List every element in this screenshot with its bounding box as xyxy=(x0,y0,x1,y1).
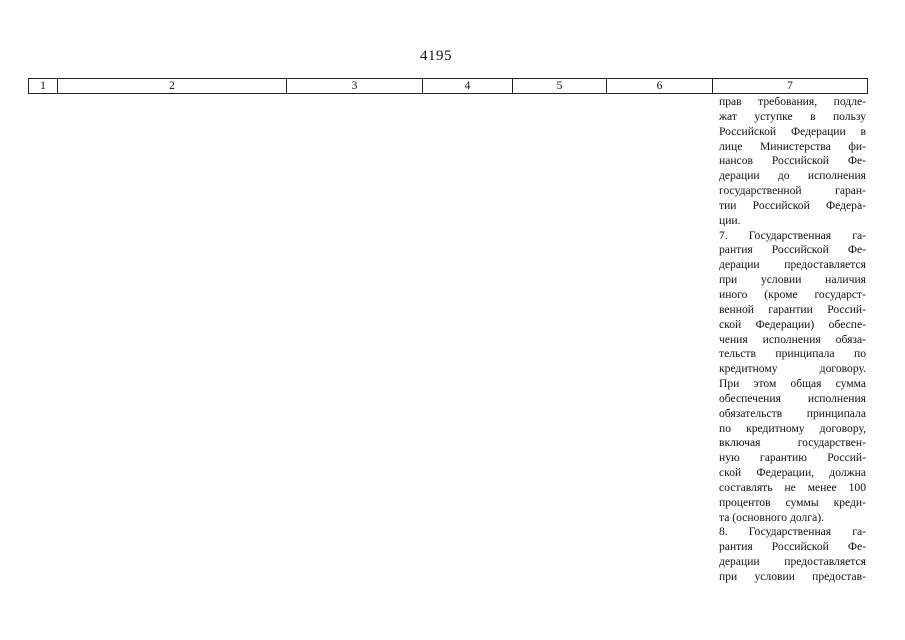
column-7-line: рантия Российской Фе- xyxy=(719,243,866,257)
column-header-2: 2 xyxy=(58,79,287,94)
column-7-line: по кредитному договору, xyxy=(719,421,866,435)
column-7-text-block xyxy=(719,95,866,585)
column-7-line: тии Российской Федера- xyxy=(719,198,866,212)
column-7-line: тельств принципала по xyxy=(719,347,866,361)
column-header-6: 6 xyxy=(607,79,713,94)
column-7-line: дерации до исполнения xyxy=(719,169,866,183)
column-7-line: ской Федерации) обеспе- xyxy=(719,317,866,331)
column-7-line: ской Федерации, должна xyxy=(719,466,866,480)
column-7-line: рантия Российской Фе- xyxy=(719,540,866,554)
column-7-line: прав требования, подле- xyxy=(719,95,866,108)
column-header-3: 3 xyxy=(287,79,423,94)
column-7-line: включая государствен- xyxy=(719,436,866,450)
column-7-line: жат уступке в пользу xyxy=(719,109,866,123)
column-7-line: составлять не менее 100 xyxy=(719,480,866,494)
column-7-line: при условии предостав- xyxy=(719,570,866,583)
column-7-line: ции. xyxy=(719,213,741,227)
column-7-line: при условии наличия xyxy=(719,273,866,287)
column-7-line: чения исполнения обяза- xyxy=(719,332,866,346)
column-header-row xyxy=(29,79,868,94)
column-7-line: 7. Государственная га- xyxy=(719,228,866,242)
column-header-4: 4 xyxy=(423,79,513,94)
column-header-7: 7 xyxy=(713,79,868,94)
column-7-line: венной гарантии Россий- xyxy=(719,302,866,316)
column-header-5: 5 xyxy=(513,79,607,94)
column-7-line: кредитному договору. xyxy=(719,362,866,376)
column-7-line: обеспечения исполнения xyxy=(719,391,866,405)
column-header-1: 1 xyxy=(29,79,58,94)
column-7-line: иного (кроме государст- xyxy=(719,287,866,301)
column-7-line: ную гарантию Россий- xyxy=(719,451,866,465)
column-header-table xyxy=(28,78,868,94)
column-7-line: нансов Российской Фе- xyxy=(719,154,866,168)
column-7-line: государственной гаран- xyxy=(719,184,866,198)
column-7-line: дерации предоставляется xyxy=(719,555,866,569)
column-7-line: лице Министерства фи- xyxy=(719,139,866,153)
column-7-line: обязательств принципала xyxy=(719,406,866,420)
page-number: 4195 xyxy=(420,48,452,64)
column-7-line: та (основного долга). xyxy=(719,510,824,524)
column-7-line: процентов суммы креди- xyxy=(719,495,866,509)
column-7-line: При этом общая сумма xyxy=(719,377,866,391)
column-7-line: 8. Государственная га- xyxy=(719,525,866,539)
column-7-line: Российской Федерации в xyxy=(719,124,866,138)
column-7-line: дерации предоставляется xyxy=(719,258,866,272)
